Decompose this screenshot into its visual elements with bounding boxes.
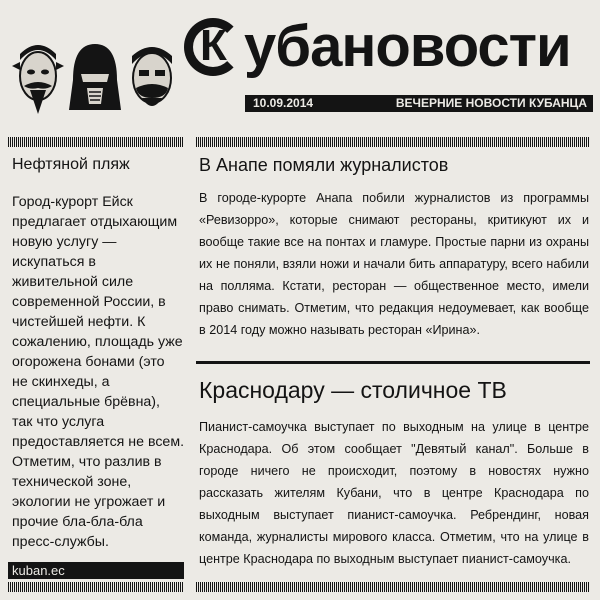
sidebar-bottom-rule [8, 582, 184, 592]
tagline: ВЕЧЕРНИЕ НОВОСТИ КУБАНЦА [395, 96, 587, 110]
sidebar-body [12, 192, 184, 552]
sidebar-paragraph: Город-курорт Ейск предлагает отдыхающим новую услугу — искупаться в живительной силе современной России, в чистейшей нефти. К сожалению, площадь уже огорожена бонами (это не скинхеды, а специальные брёвна), так что услуга предоставляется не всем. [12, 194, 185, 450]
issue-date: 10.09.2014 [253, 96, 314, 110]
sidebar-paragraph: Отметим, что разлив в технической зоне, экологии не угрожает и прочие бла-бла-бла пресс-службы. [12, 454, 166, 550]
logo-wordmark: убановости [244, 14, 571, 79]
sidebar-top-rule [8, 137, 184, 147]
helmet-illustration [69, 40, 121, 116]
article-body: В городе-курорте Анапа побили журналистов из программы «Ревизорро», которые снимают рестораны, критикуют их и вообще такие все на понтах и гламуре. Простые парни из охраны их не поняли, взяли ножи и начали бить аппаратуру, всего набили на полляма. Кстати, ресторан — общественное место, имели право снимать. Отметим, что редакция недоумевает, как вообще в 2014 году можно называть ресторан «Ирина». [199, 191, 589, 337]
main-top-rule [196, 137, 590, 147]
logo-letter: К [200, 21, 227, 70]
date-bar [245, 95, 593, 112]
sidebar-title: Нефтяной пляж [12, 156, 130, 173]
article-title[interactable]: Краснодару — столичное ТВ [199, 377, 507, 403]
face-illustration [12, 40, 64, 116]
masthead-illustration [12, 40, 182, 120]
footer-domain[interactable]: kuban.ec [12, 563, 65, 578]
site-logo[interactable] [184, 10, 594, 100]
article-divider [196, 361, 590, 364]
face-illustration [126, 40, 178, 116]
site-footer-link[interactable] [8, 562, 184, 579]
article-title[interactable]: В Анапе помяли журналистов [199, 155, 449, 175]
article-body: Пианист-самоучка выступает по выходным на улице в центре Краснодара. Об этом сообщает "Девятый канал". Больше в городе ничего не происходит, поэтому в новостях нужно рассказать жителям Кубани, что в центре Краснодара по выходным выступает пианист-самоучка. Ребрендинг, новая команда, журналисты мирового класса. Отметим, что на улице в центре Краснодара по выходным выступает пианист-самоучка. [199, 420, 589, 566]
main-bottom-rule [196, 582, 590, 592]
